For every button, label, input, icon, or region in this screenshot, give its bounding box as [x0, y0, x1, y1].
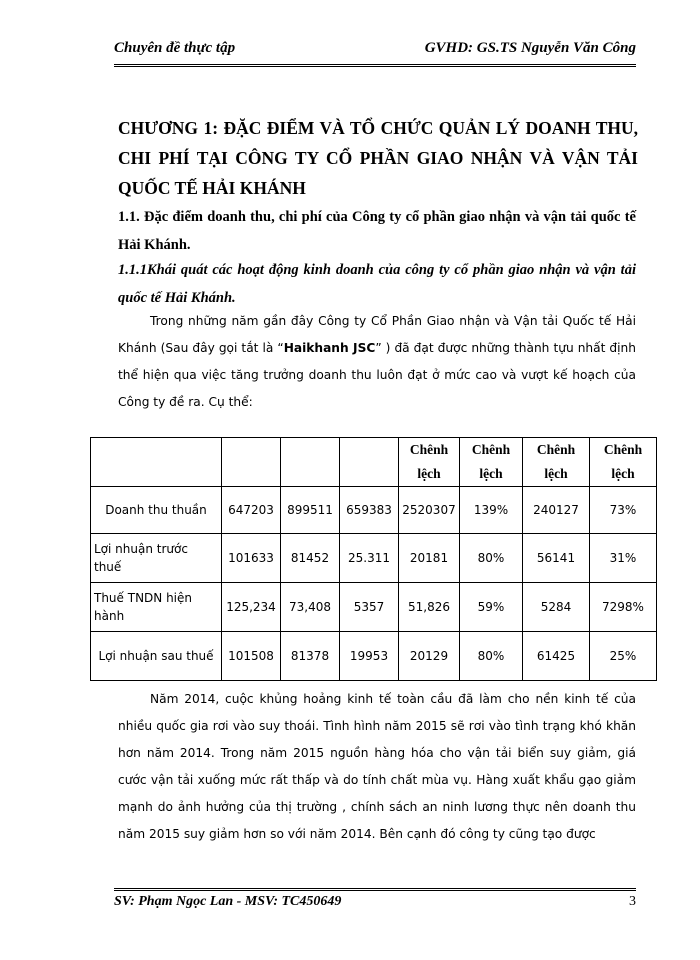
table-cell: 899511: [281, 487, 340, 534]
table-cell: 25.311: [340, 534, 399, 583]
table-cell: 61425: [523, 632, 590, 681]
table-cell: 56141: [523, 534, 590, 583]
table-cell: 80%: [460, 632, 523, 681]
table-header-cell: [340, 438, 399, 487]
table-header-cell: [281, 438, 340, 487]
table-header-cell: Chênh lệch: [399, 438, 460, 487]
table-cell: 5284: [523, 583, 590, 632]
table-cell: 101508: [222, 632, 281, 681]
paragraph-intro: [118, 308, 636, 416]
table-cell-label: Lợi nhuận trước thuế: [91, 534, 222, 583]
table-cell: 59%: [460, 583, 523, 632]
table-cell: 101633: [222, 534, 281, 583]
table-cell-label: Doanh thu thuần: [91, 487, 222, 534]
table-header-cell: [91, 438, 222, 487]
table-cell: 19953: [340, 632, 399, 681]
table-cell: 125,234: [222, 583, 281, 632]
table-cell: 51,826: [399, 583, 460, 632]
financial-table: [90, 437, 657, 681]
table-cell: 20129: [399, 632, 460, 681]
table-cell: 659383: [340, 487, 399, 534]
paragraph-intro-part2: ” ) đã đạt được những thành tựu nhất định thể hiện qua việc tăng trưởng doanh thu luôn đạt ở mức cao và vượt kế hoạch của Công ty đề ra. Cụ thể:: [118, 341, 636, 409]
table-header-cell: Chênh lệch: [523, 438, 590, 487]
table-row: [91, 487, 657, 534]
table-cell: 7298%: [590, 583, 657, 632]
table-cell: 73,408: [281, 583, 340, 632]
header-right-text: GVHD: GS.TS Nguyễn Văn Công: [424, 40, 636, 56]
table-cell: 31%: [590, 534, 657, 583]
table-cell: 20181: [399, 534, 460, 583]
table-cell: 81452: [281, 534, 340, 583]
table-cell: 5357: [340, 583, 399, 632]
header-left-text: Chuyên đề thực tập: [114, 40, 236, 56]
table-cell: 240127: [523, 487, 590, 534]
page-number: 3: [629, 894, 636, 909]
table-header-cell: Chênh lệch: [590, 438, 657, 487]
table-cell-label: Lợi nhuận sau thuế: [91, 632, 222, 681]
header-rule: [114, 64, 636, 67]
table-cell: 647203: [222, 487, 281, 534]
table-header-row: [91, 438, 657, 487]
section-heading-1-1-1: 1.1.1Khái quát các hoạt động kinh doanh của công ty cổ phần giao nhận và vận tải quốc tế Hải Khánh.: [118, 262, 636, 306]
paragraph-intro-part1: Trong những năm gần đây Công ty Cổ Phần Giao nhận và Vận tải Quốc tế Hải Khánh (Sau đây gọi tắt là “: [118, 314, 636, 355]
table-header-cell: [222, 438, 281, 487]
table-row: [91, 534, 657, 583]
table-cell: 73%: [590, 487, 657, 534]
table-row: [91, 632, 657, 681]
page-header: [114, 40, 636, 62]
chapter-title: CHƯƠNG 1: ĐẶC ĐIỂM VÀ TỔ CHỨC QUẢN LÝ DOANH THU, CHI PHÍ TẠI CÔNG TY CỔ PHẦN GIAO NHẬN VÀ VẬN TẢI QUỐC TẾ HẢI KHÁNH: [118, 118, 638, 198]
table-row: [91, 583, 657, 632]
table-cell: 139%: [460, 487, 523, 534]
paragraph-2014-analysis: Năm 2014, cuộc khủng hoảng kinh tế toàn cầu đã làm cho nền kinh tế của nhiều quốc gia rơi vào suy thoái. Tình hình năm 2015 sẽ rơi vào tình trạng khó khăn hơn năm 2014. Trong năm 2015 nguồn hàng hóa cho vận tải biển suy giảm, giá cước vận tải xuống mức rất thấp và do tính chất mùa vụ. Hàng xuất khẩu gạo giảm mạnh do ảnh hưởng của thị trường , chính sách an ninh lương thực nên doanh thu năm 2015 suy giảm hơn so với năm 2014. Bên cạnh đó công ty cũng tạo được: [118, 692, 636, 841]
company-short-name: Haikhanh JSC: [283, 341, 376, 355]
table-cell: 80%: [460, 534, 523, 583]
table-cell: 2520307: [399, 487, 460, 534]
table-header-cell: Chênh lệch: [460, 438, 523, 487]
section-heading-1-1: 1.1. Đặc điểm doanh thu, chi phí của Công ty cổ phần giao nhận và vận tải quốc tế Hải Khánh.: [118, 209, 636, 253]
footer-student-info: SV: Phạm Ngọc Lan - MSV: TC450649: [114, 894, 342, 909]
table-cell: 25%: [590, 632, 657, 681]
table-cell-label: Thuế TNDN hiện hành: [91, 583, 222, 632]
table-cell: 81378: [281, 632, 340, 681]
footer-rule: [114, 888, 636, 891]
